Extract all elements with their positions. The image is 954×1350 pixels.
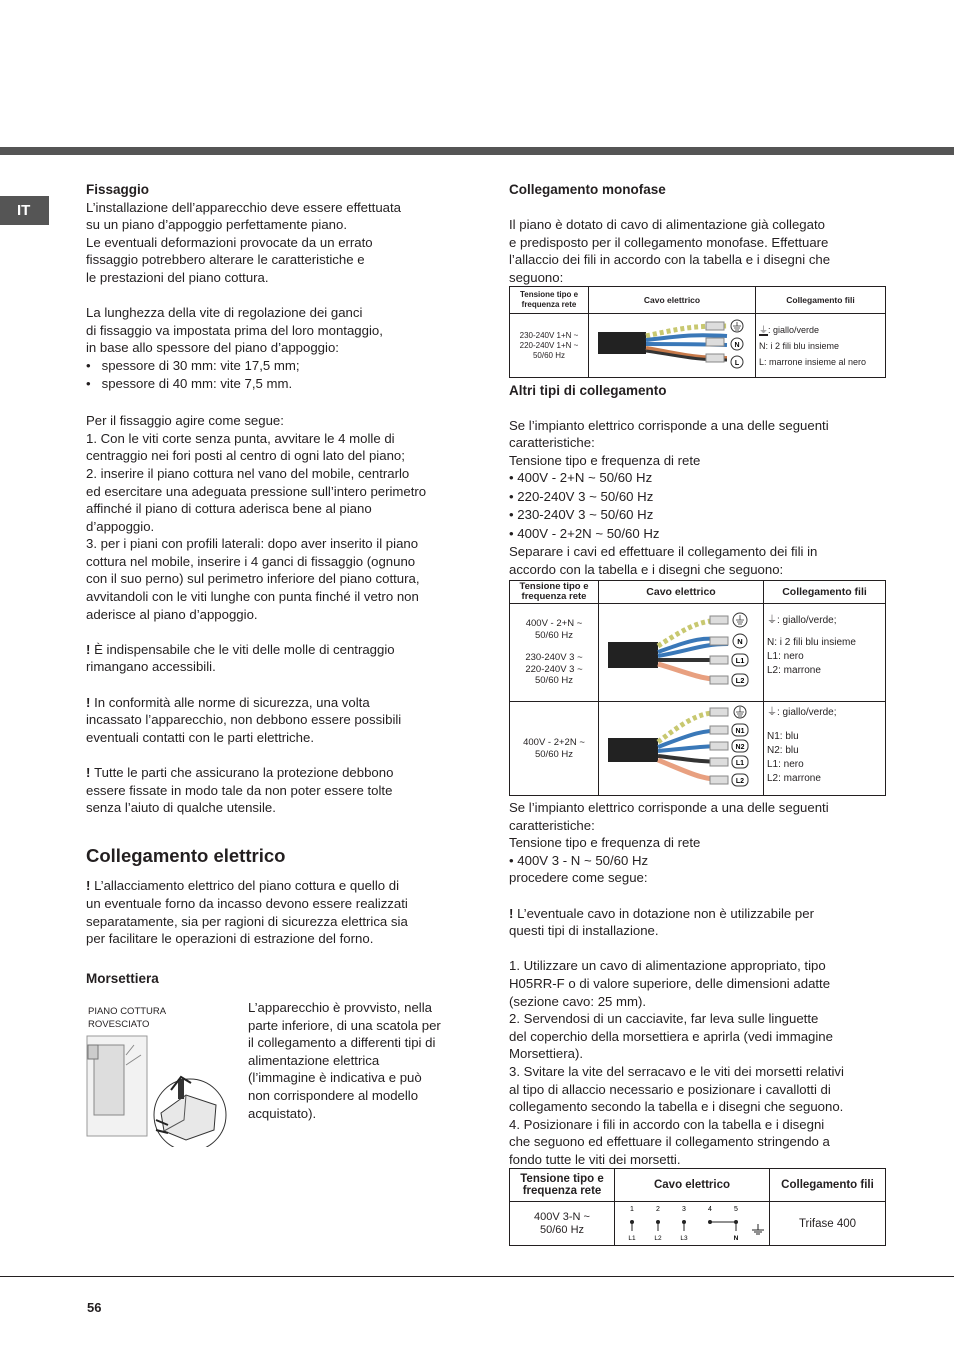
text-line: Se l’impianto elettrico corrisponde a una delle seguenti: [509, 800, 829, 815]
text-line: [86, 694, 471, 712]
text-line: caratteristiche:: [509, 817, 595, 833]
terminal-diagram: [618, 1202, 766, 1242]
text-line: 400V 3-N ~: [534, 1210, 590, 1223]
table-header: Cavo elettrico: [615, 1169, 770, 1202]
text-line: del coperchio della morsettiera e aprirla (vedi immagine: [509, 1028, 833, 1044]
text-line: [86, 877, 471, 895]
warning-icon: !: [86, 765, 95, 780]
earth-icon: ⏚: [767, 707, 777, 718]
text-line: al tipo di allaccio necessario e posizionare i cavallotti di: [509, 1081, 831, 1097]
text-line: Il piano è dotato di cavo di alimentazione già collegato: [509, 217, 825, 233]
text-line: Per il fissaggio agire come segue:: [86, 413, 284, 429]
terminal-label: L2: [735, 676, 745, 685]
text-line: acquistato).: [248, 1105, 317, 1121]
text-line: centraggio nei fori posti al centro di ogni lato del piano;: [86, 448, 405, 464]
text-line: seguono:: [509, 269, 564, 285]
warning-text: L’eventuale cavo in dotazione non è utilizzabile per: [517, 905, 814, 921]
text-line: Tensione tipo e frequenza di rete: [509, 452, 701, 468]
legend-earth: ⏚: giallo/verde;: [767, 615, 837, 626]
text-line: L’apparecchio è provvisto, nella: [248, 1000, 433, 1015]
warning-icon: !: [86, 641, 95, 657]
terminal-label: L2: [735, 778, 745, 785]
text-line: 50/60 Hz: [534, 748, 574, 760]
fissaggio-p3: [86, 412, 471, 623]
table-header: Cavo elettrico: [599, 581, 764, 604]
cable-diagram-mono: [592, 314, 752, 374]
warning-text: per facilitare le operazioni di estrazione del forno.: [86, 931, 374, 947]
terminal-number: 4: [708, 1206, 712, 1213]
text-line: [86, 641, 471, 659]
text-line: H05RR-F o di valore superiore, delle dimensioni adatte: [509, 975, 831, 991]
table-header: Cavo elettrico: [589, 287, 756, 314]
legend-line: N2: blu: [767, 745, 799, 756]
figure-label: PIANO COTTURA ROVESCIATO: [88, 1006, 167, 1030]
terminal-label: L1: [735, 760, 745, 767]
text-line: su un piano d’appoggio perfettamente piano.: [86, 217, 348, 233]
table-header: Tensione tipo e frequenza rete: [510, 287, 589, 314]
terminal-label: N2: [735, 744, 745, 751]
cable-cell: [599, 702, 764, 796]
bullet-item: • 220-240V 3 ~ 50/60 Hz: [509, 488, 654, 504]
terminal-number: 3: [682, 1206, 686, 1213]
earth-icon: ⏚: [759, 324, 769, 335]
warning-icon: !: [86, 878, 95, 894]
warning-5: [509, 905, 889, 940]
voltage-cell: [510, 1202, 615, 1246]
text-line: 400V - 2+2N ~: [523, 737, 585, 748]
legend-cell: [764, 604, 886, 702]
terminal-cell: [615, 1202, 770, 1246]
terminal-label: L3: [680, 1235, 688, 1242]
altri-text-2: [509, 543, 889, 578]
text-line: Separare i cavi ed effettuare il collegamento dei fili in: [509, 544, 818, 560]
warning-text: eventuali contatti con le parti elettriche.: [86, 729, 314, 745]
terminal-number: 1: [630, 1206, 634, 1213]
text-line: 220-240V 1+N ~: [519, 340, 579, 350]
text-line: collegamento secondo la tabella e i disegni che seguono.: [509, 1099, 844, 1115]
text-line: [86, 913, 471, 931]
text-line: 3. per i piani con profili laterali: dopo aver inserito il piano: [86, 536, 419, 552]
fissaggio-p1: [86, 199, 471, 287]
voltage-cell: [510, 702, 599, 796]
text-line: ed esercitare una adeguata pressione sull’intero perimetro: [86, 483, 427, 499]
result-cell: Trifase 400: [770, 1202, 886, 1246]
right-column-top: [509, 181, 889, 287]
warning-3: [86, 764, 471, 817]
text-line: Le eventuali deformazioni provocate da un errato: [86, 234, 373, 250]
text-line: 2. Servendosi di un cacciavite, far leva sulle linguette: [509, 1011, 819, 1027]
text-line: (sezione cavo: 25 mm).: [509, 993, 647, 1009]
page-number: 56: [87, 1300, 102, 1315]
morsettiera-heading: Morsettiera: [86, 970, 159, 986]
warning-icon: !: [509, 905, 518, 921]
bullet-item: • 230-240V 3 ~ 50/60 Hz: [509, 507, 654, 523]
text-line: fondo tutte le viti dei morsetti.: [509, 1151, 681, 1167]
warning-text: separatamente, sia per ragioni di sicurezza elettrica sia: [86, 913, 408, 929]
text-line: con il suo perno) sul perimetro inferiore del piano cottura,: [86, 571, 420, 587]
text-line: cottura nel mobile, inserire i 4 ganci di fissaggio (ognuno: [86, 553, 416, 569]
legend-line: L: marrone insieme al nero: [759, 356, 867, 367]
bullet-item: • 400V - 2+N ~ 50/60 Hz: [509, 470, 653, 486]
table-header: Tensione tipo e frequenza rete: [510, 581, 599, 604]
terminal-label: N: [737, 637, 743, 646]
text-line: 220-240V 3 ~: [525, 663, 583, 675]
text-line: l’allaccio dei fili in accordo con la tabella e i disegni che: [509, 252, 831, 268]
fissaggio-heading: Fissaggio: [86, 182, 150, 197]
text-line: [86, 764, 471, 782]
text-line: [86, 930, 471, 948]
text-line: 230-240V 1+N ~: [519, 330, 579, 340]
text-line: e predisposto per il collegamento monofase. Effettuare: [509, 234, 829, 250]
voltage-cell: [510, 604, 599, 702]
footer-rule: [0, 1276, 954, 1277]
morsettiera-text: [248, 999, 468, 1122]
earth-icon: ⏚: [767, 615, 777, 626]
text-line: il collegamento a differenti tipi di: [248, 1035, 436, 1051]
altri-heading: Altri tipi di collegamento: [509, 383, 667, 398]
text-line: [509, 922, 889, 940]
text-line: • 400V 3 - N ~ 50/60 Hz: [509, 852, 649, 868]
text-line: parte inferiore, di una scatola per: [248, 1017, 441, 1033]
terminal-label: L2: [654, 1235, 662, 1242]
text-line: 1. Utilizzare un cavo di alimentazione appropriato, tipo: [509, 958, 826, 974]
warning-text: un eventuale forno da incasso devono essere realizzati: [86, 895, 408, 911]
text-line: 230-240V 3 ~: [525, 652, 583, 663]
terminal-box-illustration: [86, 1035, 236, 1147]
mono-heading: Collegamento monofase: [509, 182, 666, 197]
text-line: d’appoggio.: [86, 518, 155, 534]
warning-text: Tutte le parti che assicurano la protezione debbono: [94, 765, 394, 780]
table-trifase: [509, 1168, 886, 1246]
table-altri: [509, 580, 886, 796]
text-line: [86, 711, 471, 729]
terminal-label: L1: [735, 656, 745, 665]
text-line: L’installazione dell’apparecchio deve essere effettuata: [86, 199, 402, 215]
cable-cell: [589, 314, 756, 378]
warning-text: questi tipi di installazione.: [509, 923, 659, 939]
collegamento-heading: Collegamento elettrico: [86, 844, 286, 866]
text-line: in base allo spessore del piano d’appoggio:: [86, 340, 339, 356]
text-line: 50/60 Hz: [532, 350, 566, 360]
text-line: 3. Svitare la vite del serracavo e le viti dei morsetti relativi: [509, 1063, 844, 1079]
terminal-label: N: [734, 342, 740, 349]
text-line: 1. Con le viti corte senza punta, avvitare le 4 molle di: [86, 430, 395, 446]
bullet-item: • 400V - 2+2N ~ 50/60 Hz: [509, 525, 660, 541]
legend-cell: [756, 314, 886, 378]
text-line: [86, 782, 471, 800]
text-line: caratteristiche:: [509, 435, 595, 451]
text-line: Morsettiera).: [509, 1046, 584, 1062]
cable-diagram-3: [602, 604, 760, 698]
text-line: 400V - 2+N ~: [525, 618, 583, 629]
text-line: accordo con la tabella e i disegni che seguono:: [509, 561, 784, 577]
legend-line: L2: marrone: [767, 665, 821, 676]
text-line: alimentazione elettrica: [248, 1052, 380, 1068]
legend-earth: ⏚: giallo/verde: [759, 324, 820, 335]
altri-text: [509, 417, 889, 470]
legend-line: L1: nero: [767, 651, 804, 662]
fissaggio-bullets: [86, 357, 471, 392]
text-line: 4. Posizionare i fili in accordo con la tabella e i disegni: [509, 1116, 825, 1132]
text-line: [513, 641, 595, 652]
language-tab: IT: [0, 196, 49, 225]
text-line: [86, 729, 471, 747]
text-line: non corrispondere al modello: [248, 1087, 419, 1103]
text-line: 50/60 Hz: [539, 1223, 585, 1236]
warning-text: In conformità alle norme di sicurezza, una volta: [94, 694, 370, 710]
text-line: 50/60 Hz: [534, 629, 574, 641]
right-column-bottom: [509, 799, 889, 1168]
legend-line: L2: marrone: [767, 773, 821, 784]
text-line: le prestazioni del piano cottura.: [86, 269, 269, 285]
text-line: [86, 799, 471, 817]
text-line: [86, 895, 471, 913]
right-column-mid: [509, 382, 889, 579]
table-header: Tensione tipo e frequenza rete: [510, 1169, 615, 1202]
tri-text: [509, 799, 889, 887]
legend-line: N1: blu: [767, 731, 799, 742]
legend-line: N: i 2 fili blu insieme: [767, 637, 856, 648]
text-line: avvitandoli con le viti lunghe con punta finché il vetro non: [86, 589, 419, 605]
terminal-label: N1: [735, 728, 745, 735]
legend-cell: [764, 702, 886, 796]
text-line: [509, 905, 889, 923]
table-header: Collegamento fili: [764, 581, 886, 604]
text-line: affinché il piano di cottura aderisca bene al piano: [86, 501, 372, 517]
terminal-number: 5: [734, 1206, 738, 1213]
warning-2: [86, 694, 471, 747]
warning-4: [86, 877, 471, 947]
warning-text: essere fissate in modo tale da non poter essere tolte: [86, 782, 393, 798]
text-line: 2. inserire il piano cottura nel vano del mobile, centrarlo: [86, 465, 410, 481]
cable-diagram-4: [602, 702, 760, 792]
bullet-item: • spessore di 40 mm: vite 7,5 mm.: [86, 375, 293, 391]
text-line: che seguono ed effettuare il collegamento stringendo a: [509, 1134, 830, 1150]
text-line: Tensione tipo e frequenza di rete: [509, 835, 701, 851]
top-rule: [0, 147, 954, 155]
warning-text: senza l’aiuto di qualche utensile.: [86, 800, 276, 816]
legend-earth: ⏚: giallo/verde;: [767, 707, 837, 718]
voltage-cell: [510, 314, 589, 378]
legend-line: N: i 2 fili blu insieme: [759, 340, 840, 351]
warning-1: [86, 641, 471, 676]
fissaggio-p2: [86, 304, 471, 357]
text-line: fissaggio potrebbero alterare le caratteristiche e: [86, 252, 365, 268]
text-line: aderisce al piano d’appoggio.: [86, 606, 258, 622]
terminal-label: N: [733, 1235, 739, 1242]
text-line: La lunghezza della vite di regolazione dei ganci: [86, 305, 363, 321]
left-column: [86, 181, 471, 987]
warning-text: incassato l’apparecchio, non debbono essere possibili: [86, 712, 402, 728]
table-header: Collegamento fili: [770, 1169, 886, 1202]
table-header: Collegamento fili: [756, 287, 886, 314]
warning-text: È indispensabile che le viti delle molle di centraggio: [94, 641, 395, 657]
text-line: (l’immagine è indicativa e può: [248, 1070, 422, 1086]
legend-line: L1: nero: [767, 759, 804, 770]
warning-text: L’allacciamento elettrico del piano cottura e quello di: [94, 878, 400, 894]
altri-bullets: [509, 469, 889, 543]
text-line: Se l’impianto elettrico corrisponde a una delle seguenti: [509, 417, 829, 433]
text-line: di fissaggio va impostata prima del loro montaggio,: [86, 322, 383, 338]
text-line: procedere come segue:: [509, 870, 648, 886]
table-monofase: [509, 286, 886, 378]
terminal-number: 2: [656, 1206, 660, 1213]
procedure-steps: [509, 957, 889, 1168]
warning-text: rimangano accessibili.: [86, 659, 216, 675]
mono-text: [509, 216, 889, 286]
text-line: 50/60 Hz: [534, 675, 574, 686]
terminal-label: L: [734, 360, 740, 367]
warning-icon: !: [86, 694, 95, 710]
bullet-item: • spessore di 30 mm: vite 17,5 mm;: [86, 357, 300, 373]
terminal-label: L1: [628, 1235, 636, 1242]
text-line: [86, 658, 471, 676]
cable-cell: [599, 604, 764, 702]
